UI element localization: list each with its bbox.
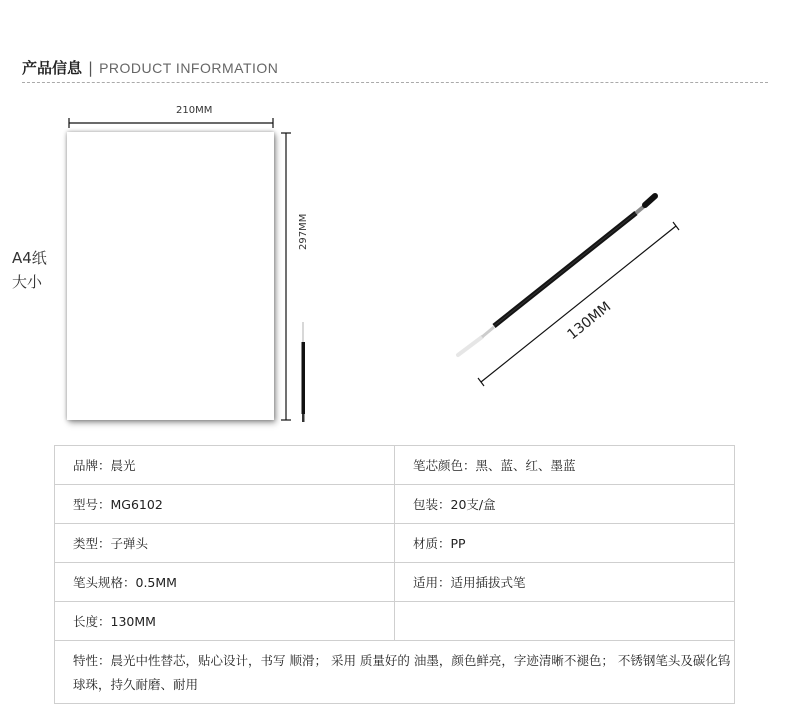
spec-color: 笔芯颜色：黑、蓝、红、墨蓝 — [395, 446, 735, 485]
a4-label-line2: 大小 — [12, 273, 43, 291]
spec-material: 材质：PP — [395, 524, 735, 563]
width-dimension-label: 210MM — [176, 105, 213, 116]
title-separator: | — [88, 59, 94, 77]
table-row — [55, 485, 735, 524]
spec-packing: 包装：20支/盒 — [395, 485, 735, 524]
spec-usage: 适用：适用插拔式笔 — [395, 563, 735, 602]
spec-tip: 笔头规格：0.5MM — [55, 563, 395, 602]
spec-type: 类型：子弹头 — [55, 524, 395, 563]
spec-feature: 特性：晨光中性替芯，贴心设计，书写 顺滑； 采用 质量好的 油墨，颜色鲜亮，字迹清晰不褪色； 不锈钢笔头及碳化钨球珠，持久耐磨、耐用 — [55, 641, 735, 704]
spec-empty-cell — [395, 602, 735, 641]
height-dimension-label: 297MM — [298, 213, 309, 250]
height-dimension-line — [281, 133, 291, 420]
spec-length: 长度：130MM — [55, 602, 395, 641]
a4-label-line1: A4纸 — [12, 249, 47, 267]
section-title-cn: 产品信息 — [22, 59, 83, 77]
length-dimension-line — [478, 222, 679, 386]
table-row — [55, 446, 735, 485]
table-row — [55, 524, 735, 563]
table-row — [55, 602, 735, 641]
table-row — [55, 641, 735, 704]
section-title-en: PRODUCT INFORMATION — [99, 60, 279, 76]
spec-brand: 品牌：晨光 — [55, 446, 395, 485]
small-refill-image — [302, 322, 306, 422]
spec-model: 型号：MG6102 — [55, 485, 395, 524]
refill-image — [458, 196, 655, 355]
spec-table — [54, 445, 735, 704]
width-dimension-line — [69, 118, 273, 128]
length-dimension-label: 130MM — [564, 298, 615, 344]
table-row — [55, 563, 735, 602]
